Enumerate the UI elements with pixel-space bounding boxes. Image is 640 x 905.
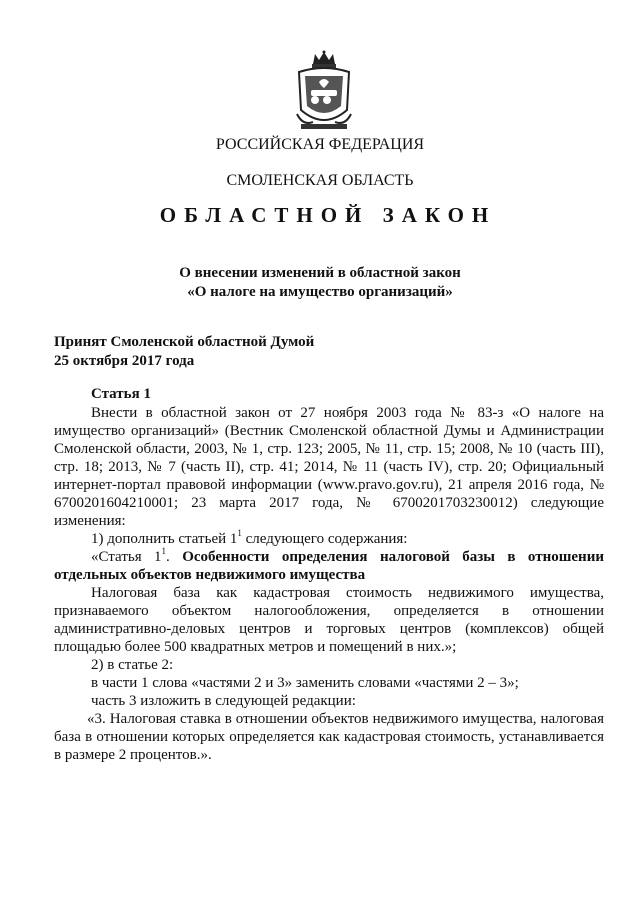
adoption-line-1: Принят Смоленской областной Думой (54, 334, 315, 350)
law-title-line-1: О внесении изменений в областной закон (179, 265, 461, 281)
item-2-a: в части 1 слова «частями 2 и 3» заменить словами «частями 2 – 3»; (91, 675, 519, 691)
new-article-title: «Статья $1^1$. Особенности определения налоговой базы в отношении отдельных объектов недвижимого имущества (54, 546, 604, 583)
law-title-line-2: «О налоге на имущество организаций» (187, 284, 453, 300)
adoption-date: 25 октября 2017 года (54, 353, 195, 369)
item-2: 2) в статье 2: (91, 657, 174, 673)
region-heading: СМОЛЕНСКАЯ ОБЛАСТЬ (226, 172, 414, 189)
document-type-heading: ОБЛАСТНОЙ ЗАКОН (159, 203, 497, 227)
article-body (54, 404, 604, 764)
article-intro: Внести в областной закон от 27 ноября 2003 года № 83-з «О налоге на имущество организаций» (Вестник Смоленской областной Думы и Администрации Смоленской области, 2003, № 1, стр. 123; 2005, № 11, стр. 15; 2008, № 10 (часть III), стр. 18; 2013, № 7 (часть II), стр. 41; 2014, № 11 (часть IV), стр. 20; Официальный интернет-портал правовой информации (www.pravo.gov.ru), 21 апреля 2016 года, № 6700201604210001; 23 марта 2017 года, № 6700201703230012) следующие изменения: (54, 405, 604, 529)
item-2-text: «3. Налоговая ставка в отношении объектов недвижимого имущества, налоговая база в отношении которых определяется как кадастровая стоимость, устанавливается в размере 2 процентов.». (54, 711, 604, 763)
item-2-b: часть 3 изложить в следующей редакции: (91, 693, 356, 709)
article-heading: Статья 1 (91, 386, 151, 402)
new-article-text: Налоговая база как кадастровая стоимость недвижимого имущества, признаваемого объектом налогообложения, определяется в отношении административно-деловых центров и торговых центров (комплексов) общей площадью более 500 квадратных метров и помещений в них.»; (54, 585, 604, 655)
smolensk-coat-of-arms-icon (293, 50, 355, 132)
item-1: 1) дополнить статьей $1^1$ следующего содержания: (91, 528, 408, 547)
country-heading: РОССИЙСКАЯ ФЕДЕРАЦИЯ (215, 136, 425, 153)
